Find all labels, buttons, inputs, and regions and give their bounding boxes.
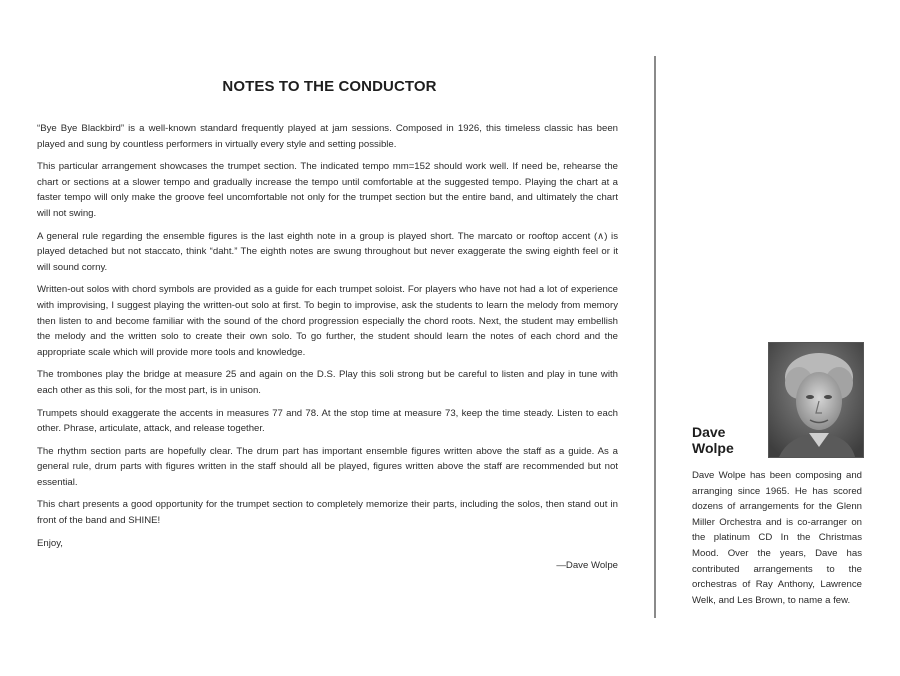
paragraph: Enjoy, [37,537,63,549]
column-divider [654,56,656,618]
page-title: NOTES TO THE CONDUCTOR [222,78,437,95]
author-photo [768,342,864,458]
signature: —Dave Wolpe [556,560,618,572]
paragraph: A general rule regarding the ensemble figures is the last eighth note in a group is played short. The marcato or rooftop accent (∧) is played detached but not staccato, think “daht.” The eighth notes are swung throughout but never exaggerate the swing eighth feel or it will sound corny. [37,230,618,273]
notes-column [37,78,618,574]
author-name [692,424,772,456]
paragraph: Written-out solos with chord symbols are provided as a guide for each trumpet soloist. For players who have not had a lot of experience with improvising, I suggest playing the written-out solo at first. To begin to improvise, ask the students to learn the melody from memory then listen to and become familiar with the sound of the chord progression especially the chord roots. Next, the student may embellish the melody and the written solo to create their own solo. To go further, the student should learn the notes of each chord and the appropriate scale which will provide more tools and knowledge. [37,284,618,358]
paragraph: This particular arrangement showcases the trumpet section. The indicated tempo mm=152 should work well. If need be, rehearse the chart or sections at a slower tempo and gradually increase the tempo until comfortable at the suggested tempo. Playing the chart at a faster tempo will only make the groove feel uncomfortable not only for the trumpet section but the entire band, and ultimately the chart will not swing. [37,161,618,219]
paragraph: The trombones play the bridge at measure 25 and again on the D.S. Play this soli strong but be careful to listen and play in tune with each other as this soli, for the most part, is in unison. [37,369,618,396]
author-bio: Dave Wolpe has been composing and arranging since 1965. He has scored dozens of arrangements for the Glenn Miller Orchestra and is co-arranger on the platinum CD In the Christmas Mood. Over the years, Dave has contributed arrangements to the orchestras of Ray Anthony, Lawrence Welk, and Les Brown, to name a few. [692,470,862,606]
author-last-name: Wolpe [692,440,734,456]
paragraph: Trumpets should exaggerate the accents in measures 77 and 78. At the stop time at measure 73, keep the time steady. Listen to each other. Phrase, articulate, attack, and release together. [37,407,618,435]
paragraph: “Bye Bye Blackbird” is a well-known standard frequently played at jam sessions. Composed in 1926, this timeless classic has been played and sung by countless performers in virtually every style and setting possible. [37,123,618,150]
portrait-image [769,343,863,457]
author-first-name: Dave [692,424,726,440]
paragraph: This chart presents a good opportunity for the trumpet section to completely memorize their parts, including the solos, then stand out in front of the band and SHINE! [37,499,618,527]
paragraph: The rhythm section parts are hopefully clear. The drum part has important ensemble figures written above the staff as a guide. As a general rule, drum parts with figures written in the staff should all be played, figures written above the staff are recommended but not essential. [37,445,618,488]
